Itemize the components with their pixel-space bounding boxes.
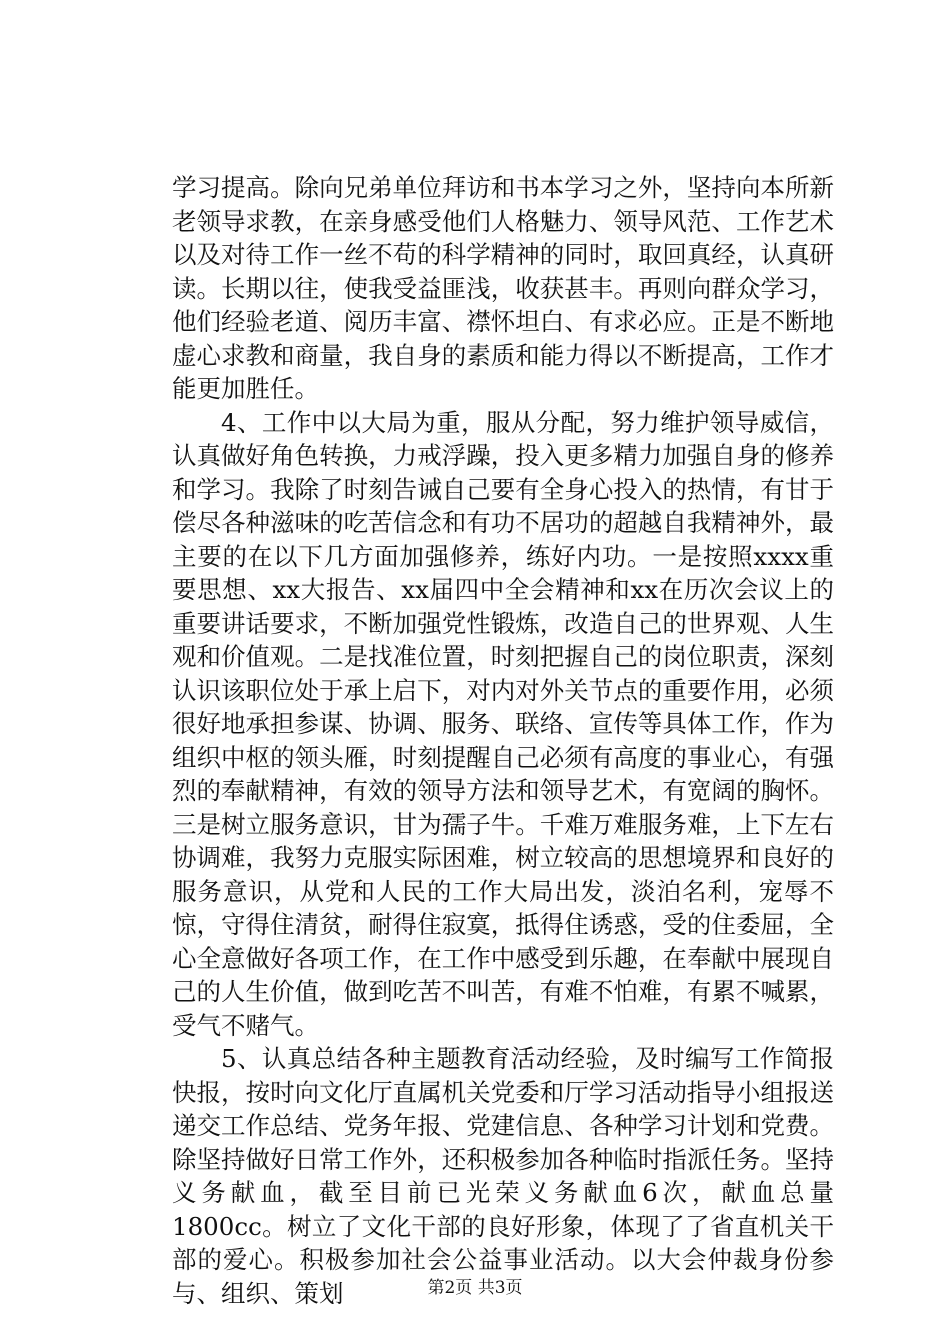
- paragraph-4: 4、工作中以大局为重，服从分配，努力维护领导威信，认真做好角色转换，力戒浮躁，投入更多精力加强自身的修养和学习。我除了时刻告诫自己要有全身心投入的热情，有甘于偿尽各种滋味的吃苦信念和有功不居功的超越自我精神外，最主要的在以下几方面加强修养，练好内功。一是按照xxxx重要思想、xx大报告、xx届四中全会精神和xx在历次会议上的重要讲话要求，不断加强党性锻炼，改造自己的世界观、人生观和价值观。二是找准位置，时刻把握自己的岗位职责，深刻认识该职位处于承上启下，对内对外关节点的重要作用，必须很好地承担参谋、协调、服务、联络、宣传等具体工作，作为组织中枢的领头雁，时刻提醒自己必须有高度的事业心，有强烈的奉献精神，有效的领导方法和领导艺术，有宽阔的胸怀。三是树立服务意识，甘为孺子牛。千难万难服务难，上下左右协调难，我努力克服实际困难，树立较高的思想境界和良好的服务意识，从党和人民的工作大局出发，淡泊名利，宠辱不惊，守得住清贫，耐得住寂寞，抵得住诱惑，受的住委屈，全心全意做好各项工作，在工作中感受到乐趣，在奉献中展现自己的人生价值，做到吃苦不叫苦，有难不怕难，有累不喊累，受气不赌气。: [172, 407, 834, 1040]
- paragraph-5: 5、认真总结各种主题教育活动经验，及时编写工作简报快报，按时向文化厅直属机关党委和厅学习活动指导小组报送递交工作总结、党务年报、党建信息、各种学习计划和党费。除坚持做好日常工作外，还积极参加各种临时指派任务。坚持义务献血，截至目前已光荣义务献血6次，献血总量1800cc。树立了文化干部的良好形象，体现了了省直机关干部的爱心。积极参加社会公益事业活动。以大会仲裁身份参与、组织、策划: [172, 1044, 834, 1308]
- paragraph-continuation: 学习提高。除向兄弟单位拜访和书本学习之外，坚持向本所新老领导求教，在亲身感受他们人格魅力、领导风范、工作艺术以及对待工作一丝不苟的科学精神的同时，取回真经，认真研读。长期以往，使我受益匪浅，收获甚丰。再则向群众学习，他们经验老道、阅历丰富、襟怀坦白、有求必应。正是不断地虚心求教和商量，我自身的素质和能力得以不断提高，工作才能更加胜任。: [172, 173, 834, 403]
- body-text: [172, 171, 834, 1310]
- page-footer: 第2页 共3页: [427, 1278, 523, 1298]
